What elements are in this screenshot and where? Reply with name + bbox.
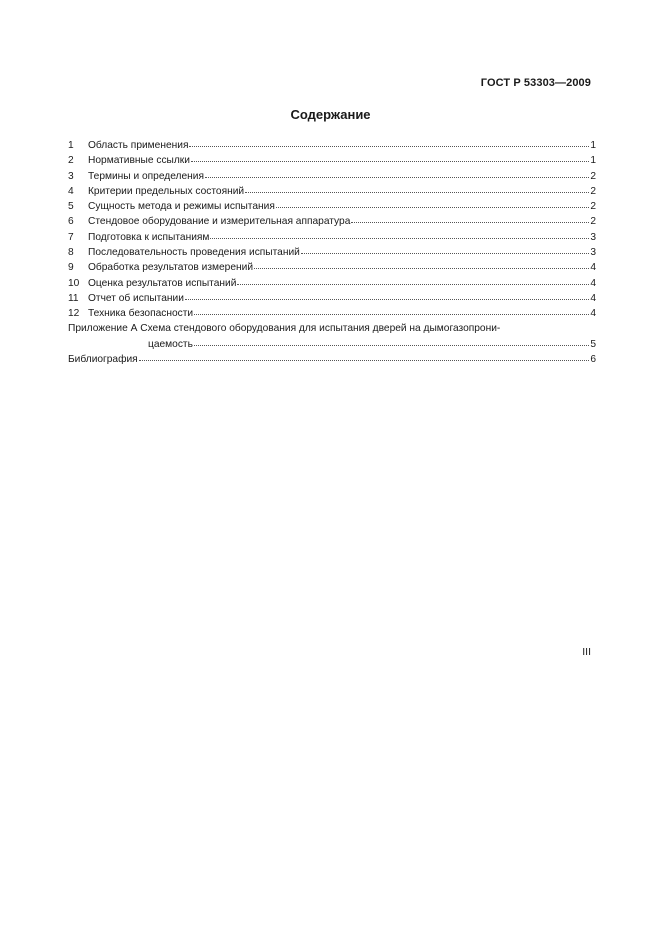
toc-page: 2 xyxy=(590,216,596,228)
toc-leader xyxy=(191,151,589,162)
toc-page: 1 xyxy=(590,155,596,167)
toc-leader xyxy=(194,304,589,315)
toc-leader xyxy=(245,182,589,193)
toc-label: Оценка результатов испытаний xyxy=(88,277,237,289)
toc-leader xyxy=(254,258,589,269)
toc-label: Техника безопасности xyxy=(88,308,194,320)
page-number: III xyxy=(582,646,591,658)
toc-leader xyxy=(237,274,589,285)
toc-leader xyxy=(189,136,589,147)
toc-appendix-entry-continued[interactable] xyxy=(68,336,596,351)
toc-leader xyxy=(351,212,589,223)
toc-leader xyxy=(185,289,589,300)
toc-leader xyxy=(301,243,589,254)
toc-page: 3 xyxy=(590,231,596,243)
toc-number: 12 xyxy=(68,308,80,320)
toc-page: 1 xyxy=(590,140,596,151)
toc-number: 6 xyxy=(68,216,74,228)
toc-entry[interactable] xyxy=(68,198,596,213)
toc-page: 2 xyxy=(590,201,596,213)
toc-page: 4 xyxy=(590,292,596,304)
toc-number: 8 xyxy=(68,247,74,259)
toc-label: Область применения xyxy=(88,140,189,151)
toc-entry[interactable] xyxy=(68,168,596,183)
toc-entry[interactable] xyxy=(68,152,596,167)
toc-page: 4 xyxy=(590,277,596,289)
table-of-contents xyxy=(68,137,596,366)
toc-appendix-label-line2: цаемость xyxy=(148,338,193,350)
toc-leader xyxy=(276,197,589,208)
toc-entry[interactable] xyxy=(68,305,596,320)
toc-number: 9 xyxy=(68,262,74,274)
toc-label: Критерии предельных состояний xyxy=(88,185,245,197)
toc-leader xyxy=(139,350,590,361)
toc-label: Сущность метода и режимы испытания xyxy=(88,201,275,213)
toc-number: 1 xyxy=(68,140,74,151)
toc-entry[interactable] xyxy=(68,183,596,198)
toc-leader xyxy=(205,167,589,178)
page-title: Содержание xyxy=(290,107,371,122)
toc-page: 5 xyxy=(590,338,596,350)
toc-label: Нормативные ссылки xyxy=(88,155,190,167)
toc-number: 7 xyxy=(68,231,74,243)
toc-label: Обработка результатов измерений xyxy=(88,262,254,274)
toc-appendix-label-line1: Приложение А Схема стендового оборудования для испытания дверей на дымогазопрони- xyxy=(68,322,501,334)
toc-bibliography-label: Библиография xyxy=(68,354,138,366)
toc-entry[interactable] xyxy=(68,275,596,290)
toc-page: 3 xyxy=(590,247,596,259)
toc-leader xyxy=(194,335,589,346)
standard-header: ГОСТ Р 53303—2009 xyxy=(480,77,591,89)
toc-entry[interactable] xyxy=(68,259,596,274)
toc-bibliography-entry[interactable] xyxy=(68,351,596,366)
toc-number: 2 xyxy=(68,155,74,167)
toc-number: 5 xyxy=(68,201,74,213)
toc-page: 2 xyxy=(590,185,596,197)
toc-label: Стендовое оборудование и измерительная аппаратура xyxy=(88,216,351,228)
toc-number: 11 xyxy=(68,292,79,304)
toc-page: 6 xyxy=(590,354,596,366)
toc-label: Последовательность проведения испытаний xyxy=(88,247,300,259)
toc-label: Отчет об испытании xyxy=(88,292,184,304)
toc-number: 10 xyxy=(68,277,80,289)
toc-number: 4 xyxy=(68,185,74,197)
toc-label: Термины и определения xyxy=(88,170,204,182)
toc-appendix-entry[interactable] xyxy=(68,321,596,336)
toc-number: 3 xyxy=(68,170,74,182)
toc-page: 2 xyxy=(590,170,596,182)
toc-page: 4 xyxy=(590,262,596,274)
toc-entry[interactable] xyxy=(68,213,596,228)
toc-entry[interactable] xyxy=(68,290,596,305)
toc-page: 4 xyxy=(590,308,596,320)
toc-leader xyxy=(210,228,589,239)
toc-label: Подготовка к испытаниям xyxy=(88,231,210,243)
toc-entry[interactable] xyxy=(68,229,596,244)
toc-entry[interactable] xyxy=(68,137,596,152)
toc-entry[interactable] xyxy=(68,244,596,259)
